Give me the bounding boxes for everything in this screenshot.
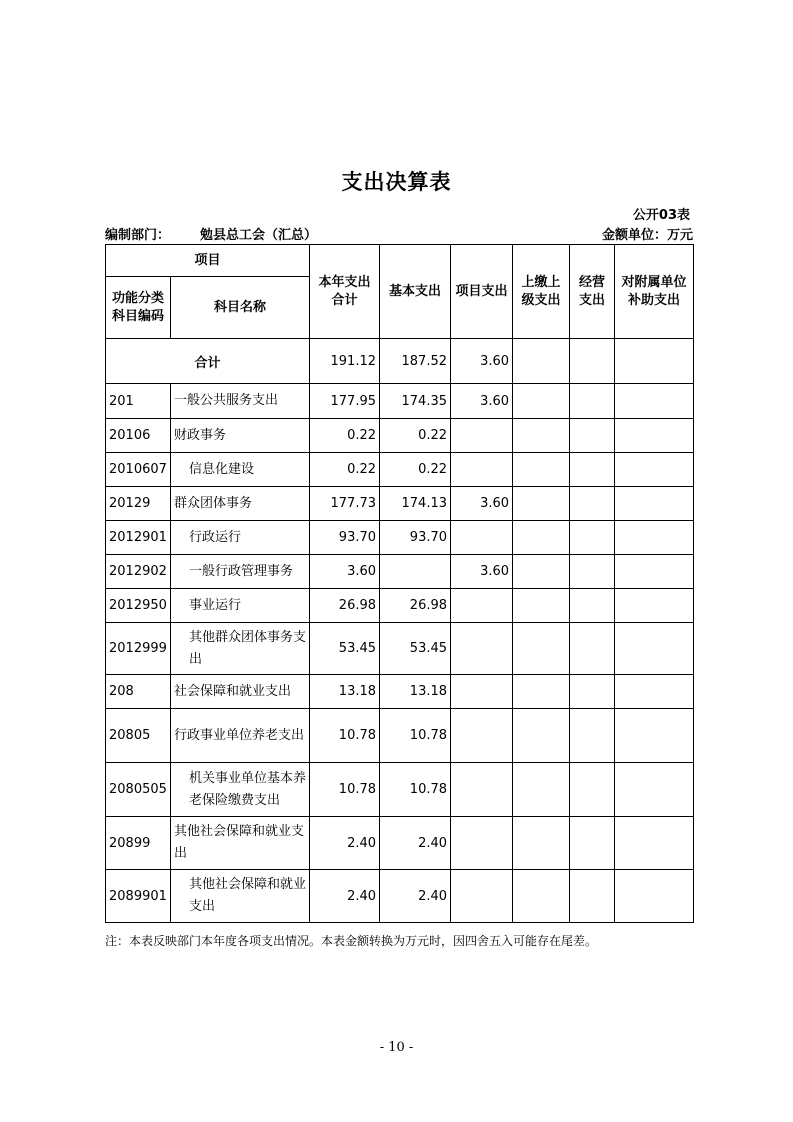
business-cell [570,453,615,487]
total-cell: 191.12 [310,339,380,384]
dept-label: 编制部门： [105,228,171,243]
business-cell [570,870,615,923]
unit-label: 金额单位：万元 [601,228,693,243]
project-cell: 3.60 [451,339,513,384]
total-row [106,339,694,384]
project-cell: 3.60 [451,384,513,419]
basic-cell [380,555,451,589]
subsidy-cell [615,453,694,487]
project-cell [451,763,513,817]
project-cell: 3.60 [451,555,513,589]
project-cell: 3.60 [451,487,513,521]
project-cell [451,589,513,623]
basic-cell: 174.35 [380,384,451,419]
subsidy-cell [615,487,694,521]
expenditure-table [105,244,694,923]
business-cell [570,339,615,384]
table-row [106,384,694,419]
table-row [106,763,694,817]
dept-name: 勉县总工会（汇总） [200,228,318,243]
table-row [106,419,694,453]
basic-cell: 0.22 [380,419,451,453]
total-cell: 10.78 [310,709,380,763]
business-cell [570,419,615,453]
table-row [106,453,694,487]
subsidy-cell [615,419,694,453]
upper-cell [513,675,570,709]
total-cell: 177.73 [310,487,380,521]
subsidy-cell [615,709,694,763]
upper-cell [513,709,570,763]
header-upper: 上缴上级支出 [513,245,570,339]
total-cell: 13.18 [310,675,380,709]
business-cell [570,487,615,521]
table-row [106,623,694,675]
code-cell: 2010607 [106,453,171,487]
table-row [106,675,694,709]
project-cell [451,709,513,763]
total-label: 合计 [106,339,310,384]
name-cell: 其他群众团体事务支出 [171,623,310,675]
subsidy-cell [615,521,694,555]
total-cell: 53.45 [310,623,380,675]
header-project-expense: 项目支出 [451,245,513,339]
business-cell [570,384,615,419]
business-cell [570,675,615,709]
project-cell [451,817,513,870]
header-name: 科目名称 [171,277,310,339]
name-cell: 事业运行 [171,589,310,623]
code-cell: 20805 [106,709,171,763]
project-cell [451,623,513,675]
page-title: 支出决算表 [341,170,452,194]
total-cell: 10.78 [310,763,380,817]
code-cell: 2080505 [106,763,171,817]
code-cell: 20129 [106,487,171,521]
basic-cell: 174.13 [380,487,451,521]
business-cell [570,623,615,675]
header-subsidy: 对附属单位补助支出 [615,245,694,339]
code-cell: 2012901 [106,521,171,555]
header-code: 功能分类科目编码 [106,277,171,339]
upper-cell [513,419,570,453]
name-cell: 行政运行 [171,521,310,555]
business-cell [570,817,615,870]
project-cell [451,675,513,709]
name-cell: 社会保障和就业支出 [171,675,310,709]
name-cell: 机关事业单位基本养老保险缴费支出 [171,763,310,817]
upper-cell [513,870,570,923]
basic-cell: 0.22 [380,453,451,487]
subsidy-cell [615,339,694,384]
subsidy-cell [615,589,694,623]
code-cell: 20106 [106,419,171,453]
project-cell [451,453,513,487]
table-row [106,487,694,521]
name-cell: 一般行政管理事务 [171,555,310,589]
total-cell: 3.60 [310,555,380,589]
code-cell: 2012999 [106,623,171,675]
basic-cell: 2.40 [380,870,451,923]
header-basic: 基本支出 [380,245,451,339]
name-cell: 其他社会保障和就业支出 [171,817,310,870]
total-cell: 26.98 [310,589,380,623]
basic-cell: 53.45 [380,623,451,675]
total-cell: 2.40 [310,817,380,870]
project-cell [451,870,513,923]
basic-cell: 26.98 [380,589,451,623]
table-row [106,709,694,763]
basic-cell: 13.18 [380,675,451,709]
total-cell: 2.40 [310,870,380,923]
subsidy-cell [615,870,694,923]
table-note: 注：本表反映部门本年度各项支出情况。本表金额转换为万元时，因四舍五入可能存在尾差。 [105,934,598,948]
business-cell [570,521,615,555]
table-code: 公开03表 [632,208,690,223]
header-project: 项目 [106,245,310,277]
code-cell: 208 [106,675,171,709]
table-row [106,870,694,923]
table-meta [105,224,693,242]
upper-cell [513,589,570,623]
table-body [106,339,694,923]
upper-cell [513,555,570,589]
upper-cell [513,763,570,817]
project-cell [451,521,513,555]
total-cell: 93.70 [310,521,380,555]
table-row [106,521,694,555]
total-cell: 177.95 [310,384,380,419]
header-business: 经营支出 [570,245,615,339]
business-cell [570,709,615,763]
name-cell: 其他社会保障和就业支出 [171,870,310,923]
subsidy-cell [615,763,694,817]
total-cell: 0.22 [310,419,380,453]
upper-cell [513,487,570,521]
basic-cell: 187.52 [380,339,451,384]
basic-cell: 93.70 [380,521,451,555]
upper-cell [513,453,570,487]
code-cell: 2012902 [106,555,171,589]
table-row [106,555,694,589]
code-cell: 2089901 [106,870,171,923]
code-cell: 2012950 [106,589,171,623]
code-cell: 20899 [106,817,171,870]
page-number: - 10 - [379,1040,414,1055]
table-row [106,589,694,623]
upper-cell [513,384,570,419]
subsidy-cell [615,384,694,419]
subsidy-cell [615,555,694,589]
name-cell: 财政事务 [171,419,310,453]
business-cell [570,555,615,589]
header-total: 本年支出合计 [310,245,380,339]
upper-cell [513,623,570,675]
total-cell: 0.22 [310,453,380,487]
name-cell: 行政事业单位养老支出 [171,709,310,763]
subsidy-cell [615,675,694,709]
business-cell [570,763,615,817]
subsidy-cell [615,817,694,870]
basic-cell: 10.78 [380,709,451,763]
business-cell [570,589,615,623]
upper-cell [513,339,570,384]
basic-cell: 10.78 [380,763,451,817]
table-row [106,817,694,870]
upper-cell [513,817,570,870]
name-cell: 一般公共服务支出 [171,384,310,419]
name-cell: 信息化建设 [171,453,310,487]
name-cell: 群众团体事务 [171,487,310,521]
basic-cell: 2.40 [380,817,451,870]
project-cell [451,419,513,453]
subsidy-cell [615,623,694,675]
upper-cell [513,521,570,555]
code-cell: 201 [106,384,171,419]
